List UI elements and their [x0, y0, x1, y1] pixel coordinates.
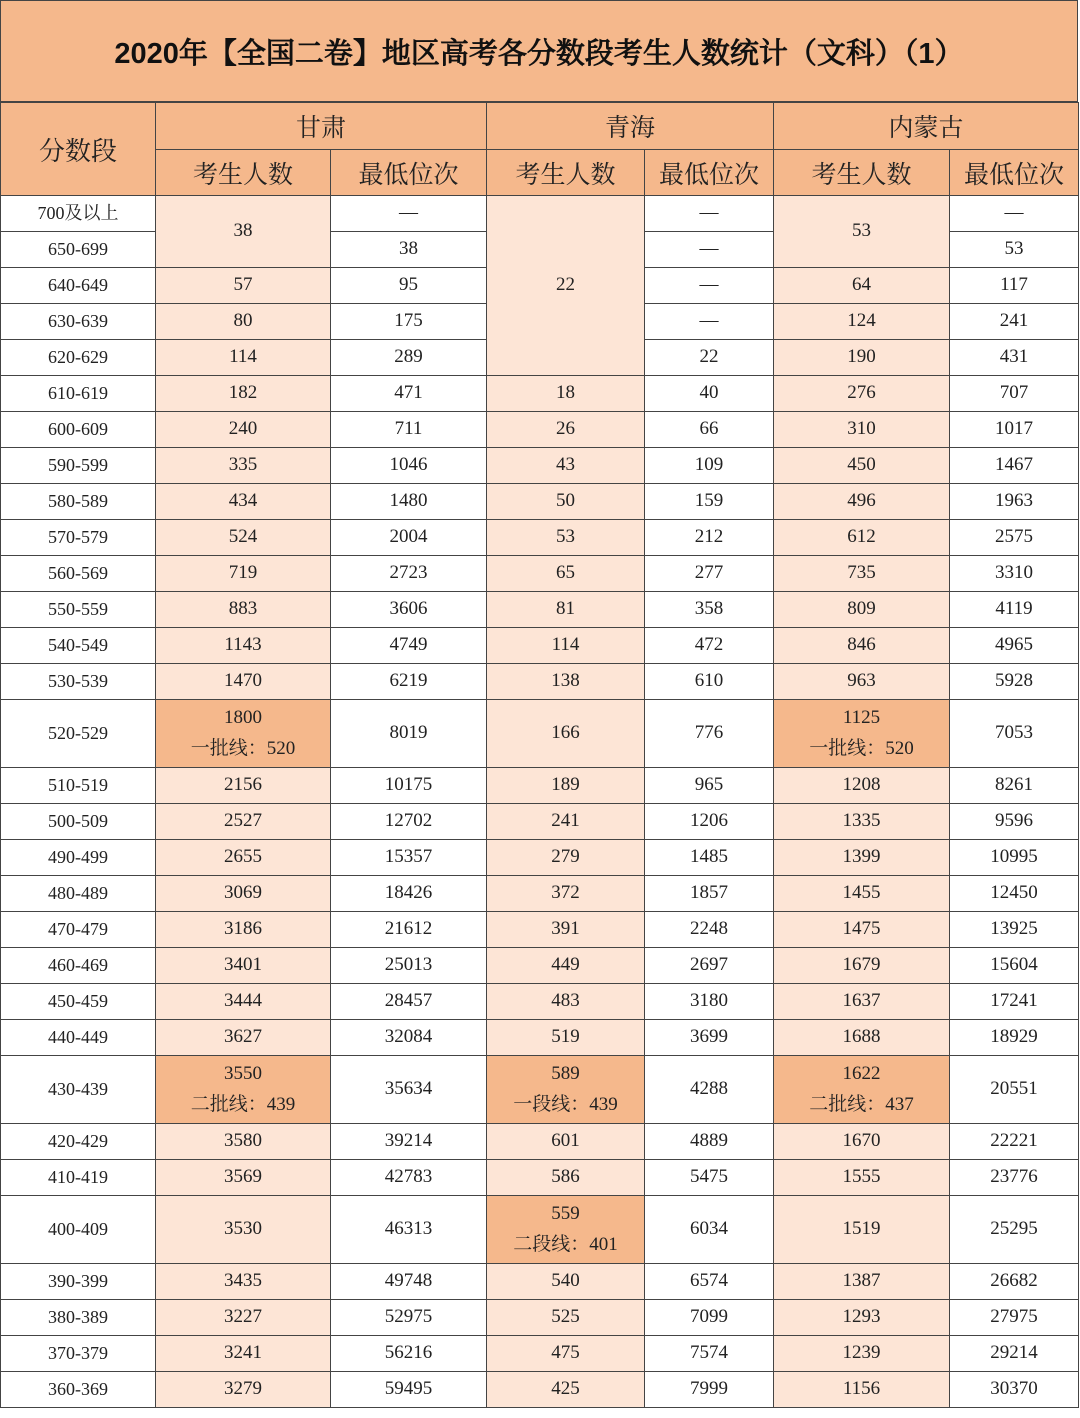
qinghai-rank-cell: 212 — [645, 520, 774, 556]
qinghai-count-cell: 138 — [487, 664, 645, 700]
neimenggu-rank-cell: 3310 — [950, 556, 1079, 592]
neimenggu-rank-cell: 431 — [950, 340, 1079, 376]
gansu-rank-cell: 38 — [331, 232, 487, 268]
neimenggu-count-cell: 190 — [774, 340, 950, 376]
neimenggu-count-cell: 276 — [774, 376, 950, 412]
cell-value: 1622 — [842, 1062, 881, 1084]
neimenggu-rank-cell: 23776 — [950, 1160, 1079, 1196]
gansu-rank-cell: 289 — [331, 340, 487, 376]
gansu-count-cell: 3569 — [156, 1160, 331, 1196]
score-band-cell: 520-529 — [1, 700, 156, 768]
neimenggu-rank-cell: 53 — [950, 232, 1079, 268]
neimenggu-rank-cell: 7053 — [950, 700, 1079, 768]
score-band-cell: 430-439 — [1, 1056, 156, 1124]
gansu-rank-cell: 10175 — [331, 768, 487, 804]
gansu-count-cell: 1470 — [156, 664, 331, 700]
header-count-qinghai: 考生人数 — [487, 150, 645, 196]
qinghai-rank-cell: 22 — [645, 340, 774, 376]
cell-value: 559 — [551, 1202, 580, 1224]
neimenggu-rank-cell: 18929 — [950, 1020, 1079, 1056]
gansu-rank-cell: — — [331, 196, 487, 232]
neimenggu-count-cell: 1399 — [774, 840, 950, 876]
neimenggu-count-cell: 1335 — [774, 804, 950, 840]
qinghai-rank-cell: 1485 — [645, 840, 774, 876]
score-band-cell: 510-519 — [1, 768, 156, 804]
qinghai-count-cell: 391 — [487, 912, 645, 948]
gansu-rank-cell: 28457 — [331, 984, 487, 1020]
qinghai-count-cell: 65 — [487, 556, 645, 592]
qinghai-rank-cell: — — [645, 232, 774, 268]
gansu-count-cell: 3444 — [156, 984, 331, 1020]
gansu-rank-cell: 56216 — [331, 1336, 487, 1372]
gansu-rank-cell: 39214 — [331, 1124, 487, 1160]
gansu-rank-cell: 8019 — [331, 700, 487, 768]
neimenggu-count-cell — [774, 1056, 950, 1124]
qinghai-count-cell: 372 — [487, 876, 645, 912]
table-row — [1, 984, 1079, 1020]
qinghai-rank-cell: 610 — [645, 664, 774, 700]
table-row — [1, 1196, 1079, 1264]
gansu-count-cell: 335 — [156, 448, 331, 484]
table-row — [1, 1056, 1079, 1124]
qinghai-rank-cell: 358 — [645, 592, 774, 628]
table-row — [1, 1020, 1079, 1056]
table-row — [1, 196, 1079, 232]
qinghai-count-cell: 519 — [487, 1020, 645, 1056]
qinghai-count-cell: 43 — [487, 448, 645, 484]
neimenggu-rank-cell: 10995 — [950, 840, 1079, 876]
header-rank-neimenggu: 最低位次 — [950, 150, 1079, 196]
neimenggu-rank-cell: 117 — [950, 268, 1079, 304]
qinghai-count-cell: 26 — [487, 412, 645, 448]
gansu-count-cell: 3530 — [156, 1196, 331, 1264]
table-row — [1, 804, 1079, 840]
table-row — [1, 948, 1079, 984]
neimenggu-rank-cell: 5928 — [950, 664, 1079, 700]
qinghai-rank-cell: 4288 — [645, 1056, 774, 1124]
table-row — [1, 1264, 1079, 1300]
header-count-gansu: 考生人数 — [156, 150, 331, 196]
neimenggu-rank-cell: 8261 — [950, 768, 1079, 804]
qinghai-rank-cell: 1857 — [645, 876, 774, 912]
score-band-cell: 650-699 — [1, 232, 156, 268]
qinghai-rank-cell: — — [645, 268, 774, 304]
gansu-count-cell: 2655 — [156, 840, 331, 876]
gansu-rank-cell: 4749 — [331, 628, 487, 664]
qinghai-rank-cell: — — [645, 196, 774, 232]
qinghai-rank-cell: 66 — [645, 412, 774, 448]
qinghai-rank-cell: 159 — [645, 484, 774, 520]
header-count-neimenggu: 考生人数 — [774, 150, 950, 196]
gansu-rank-cell: 12702 — [331, 804, 487, 840]
table-row — [1, 520, 1079, 556]
qinghai-count-cell: 53 — [487, 520, 645, 556]
table-row — [1, 628, 1079, 664]
table-row — [1, 700, 1079, 768]
neimenggu-rank-cell: 1963 — [950, 484, 1079, 520]
qinghai-count-cell: 449 — [487, 948, 645, 984]
neimenggu-count-cell: 963 — [774, 664, 950, 700]
qinghai-count-cell — [487, 1056, 645, 1124]
neimenggu-rank-cell: 20551 — [950, 1056, 1079, 1124]
gansu-rank-cell: 3606 — [331, 592, 487, 628]
gansu-count-cell: 434 — [156, 484, 331, 520]
header-rank-gansu: 最低位次 — [331, 150, 487, 196]
neimenggu-count-cell: 1208 — [774, 768, 950, 804]
gansu-rank-cell: 42783 — [331, 1160, 487, 1196]
neimenggu-count-cell: 846 — [774, 628, 950, 664]
score-band-cell: 470-479 — [1, 912, 156, 948]
score-band-cell: 390-399 — [1, 1264, 156, 1300]
table-row — [1, 376, 1079, 412]
table-row — [1, 768, 1079, 804]
gansu-count-cell: 3627 — [156, 1020, 331, 1056]
qinghai-rank-cell: 2248 — [645, 912, 774, 948]
table-row — [1, 412, 1079, 448]
score-band-cell: 490-499 — [1, 840, 156, 876]
cutoff-note: 一批线：520 — [190, 737, 296, 759]
qinghai-rank-cell: 109 — [645, 448, 774, 484]
score-band-cell: 420-429 — [1, 1124, 156, 1160]
score-band-cell: 380-389 — [1, 1300, 156, 1336]
qinghai-count-cell: 50 — [487, 484, 645, 520]
qinghai-count-cell: 166 — [487, 700, 645, 768]
qinghai-rank-cell: 6034 — [645, 1196, 774, 1264]
qinghai-count-cell: 114 — [487, 628, 645, 664]
neimenggu-count-cell — [774, 700, 950, 768]
qinghai-rank-cell: 40 — [645, 376, 774, 412]
score-band-cell: 370-379 — [1, 1336, 156, 1372]
score-band-cell: 550-559 — [1, 592, 156, 628]
table-row — [1, 1336, 1079, 1372]
gansu-rank-cell: 25013 — [331, 948, 487, 984]
neimenggu-rank-cell: 13925 — [950, 912, 1079, 948]
table-row — [1, 448, 1079, 484]
qinghai-rank-cell: 5475 — [645, 1160, 774, 1196]
gansu-rank-cell: 175 — [331, 304, 487, 340]
neimenggu-count-cell: 1475 — [774, 912, 950, 948]
neimenggu-count-cell: 1670 — [774, 1124, 950, 1160]
neimenggu-rank-cell: 22221 — [950, 1124, 1079, 1160]
qinghai-rank-cell: 4889 — [645, 1124, 774, 1160]
gansu-count-cell: 3069 — [156, 876, 331, 912]
score-band-cell: 480-489 — [1, 876, 156, 912]
table-row — [1, 840, 1079, 876]
gansu-count-cell: 3186 — [156, 912, 331, 948]
cutoff-note: 一段线：439 — [513, 1093, 618, 1115]
gansu-count-cell: 114 — [156, 340, 331, 376]
cell-value: 3550 — [224, 1062, 262, 1084]
gansu-rank-cell: 2723 — [331, 556, 487, 592]
neimenggu-count-cell: 735 — [774, 556, 950, 592]
table-row — [1, 1160, 1079, 1196]
neimenggu-rank-cell: 4119 — [950, 592, 1079, 628]
neimenggu-count-cell: 1239 — [774, 1336, 950, 1372]
qinghai-count-cell — [487, 1196, 645, 1264]
neimenggu-count-cell: 1519 — [774, 1196, 950, 1264]
qinghai-rank-cell: 7999 — [645, 1372, 774, 1408]
qinghai-rank-cell: 7099 — [645, 1300, 774, 1336]
cutoff-note: 二批线：439 — [190, 1093, 296, 1115]
gansu-count-cell: 1143 — [156, 628, 331, 664]
score-band-cell: 410-419 — [1, 1160, 156, 1196]
qinghai-count-cell: 18 — [487, 376, 645, 412]
score-band-cell: 590-599 — [1, 448, 156, 484]
table-row — [1, 592, 1079, 628]
neimenggu-rank-cell: 26682 — [950, 1264, 1079, 1300]
table-row — [1, 556, 1079, 592]
table-row — [1, 1300, 1079, 1336]
gansu-rank-cell: 32084 — [331, 1020, 487, 1056]
table-row — [1, 876, 1079, 912]
neimenggu-count-cell: 1555 — [774, 1160, 950, 1196]
gansu-rank-cell: 711 — [331, 412, 487, 448]
gansu-count-cell: 883 — [156, 592, 331, 628]
gansu-rank-cell: 15357 — [331, 840, 487, 876]
score-band-cell: 620-629 — [1, 340, 156, 376]
gansu-rank-cell: 46313 — [331, 1196, 487, 1264]
table-row — [1, 664, 1079, 700]
gansu-rank-cell: 59495 — [331, 1372, 487, 1408]
neimenggu-count-cell: 496 — [774, 484, 950, 520]
neimenggu-rank-cell: 15604 — [950, 948, 1079, 984]
qinghai-count-cell: 525 — [487, 1300, 645, 1336]
neimenggu-rank-cell: 25295 — [950, 1196, 1079, 1264]
gansu-rank-cell: 1480 — [331, 484, 487, 520]
neimenggu-count-cell: 1293 — [774, 1300, 950, 1336]
neimenggu-rank-cell: — — [950, 196, 1079, 232]
score-band-cell: 500-509 — [1, 804, 156, 840]
gansu-count-cell: 240 — [156, 412, 331, 448]
cell-value: 589 — [551, 1062, 580, 1084]
score-band-cell: 600-609 — [1, 412, 156, 448]
page-title: 2020年【全国二卷】地区高考各分数段考生人数统计（文科）（1） — [0, 0, 1078, 102]
score-band-cell: 560-569 — [1, 556, 156, 592]
gansu-count-cell — [156, 700, 331, 768]
neimenggu-rank-cell: 4965 — [950, 628, 1079, 664]
neimenggu-rank-cell: 2575 — [950, 520, 1079, 556]
neimenggu-count-cell: 310 — [774, 412, 950, 448]
table-row — [1, 1124, 1079, 1160]
neimenggu-rank-cell: 29214 — [950, 1336, 1079, 1372]
cell-value: 1125 — [842, 706, 881, 728]
cell-value: 1800 — [224, 706, 262, 728]
score-band-cell: 640-649 — [1, 268, 156, 304]
qinghai-rank-cell: 1206 — [645, 804, 774, 840]
table-row — [1, 912, 1079, 948]
gansu-rank-cell: 95 — [331, 268, 487, 304]
header-province-neimenggu: 内蒙古 — [774, 103, 1079, 150]
gansu-count-cell: 2156 — [156, 768, 331, 804]
qinghai-rank-cell: 472 — [645, 628, 774, 664]
gansu-count-cell: 80 — [156, 304, 331, 340]
score-band-cell: 400-409 — [1, 1196, 156, 1264]
score-band-cell: 440-449 — [1, 1020, 156, 1056]
qinghai-count-cell: 483 — [487, 984, 645, 1020]
qinghai-rank-cell: 3180 — [645, 984, 774, 1020]
gansu-rank-cell: 6219 — [331, 664, 487, 700]
neimenggu-rank-cell: 1467 — [950, 448, 1079, 484]
neimenggu-count-cell: 809 — [774, 592, 950, 628]
gansu-count-cell: 524 — [156, 520, 331, 556]
neimenggu-count-cell: 53 — [774, 196, 950, 268]
cutoff-note: 二批线：437 — [809, 1093, 914, 1115]
score-band-cell: 540-549 — [1, 628, 156, 664]
gansu-count-cell: 57 — [156, 268, 331, 304]
qinghai-rank-cell: 965 — [645, 768, 774, 804]
qinghai-count-cell: 601 — [487, 1124, 645, 1160]
qinghai-count-cell: 475 — [487, 1336, 645, 1372]
qinghai-count-cell: 241 — [487, 804, 645, 840]
qinghai-rank-cell: 7574 — [645, 1336, 774, 1372]
qinghai-count-cell: 22 — [487, 196, 645, 376]
score-band-cell: 460-469 — [1, 948, 156, 984]
cutoff-note: 一批线：520 — [809, 737, 914, 759]
gansu-count-cell: 3580 — [156, 1124, 331, 1160]
score-band-cell: 530-539 — [1, 664, 156, 700]
qinghai-rank-cell: 776 — [645, 700, 774, 768]
score-band-cell: 610-619 — [1, 376, 156, 412]
neimenggu-rank-cell: 27975 — [950, 1300, 1079, 1336]
gansu-rank-cell: 18426 — [331, 876, 487, 912]
score-table — [0, 102, 1079, 1408]
gansu-count-cell — [156, 1056, 331, 1124]
qinghai-count-cell: 586 — [487, 1160, 645, 1196]
qinghai-rank-cell: 277 — [645, 556, 774, 592]
neimenggu-rank-cell: 1017 — [950, 412, 1079, 448]
neimenggu-rank-cell: 12450 — [950, 876, 1079, 912]
qinghai-count-cell: 540 — [487, 1264, 645, 1300]
qinghai-count-cell: 81 — [487, 592, 645, 628]
neimenggu-rank-cell: 241 — [950, 304, 1079, 340]
qinghai-rank-cell: — — [645, 304, 774, 340]
qinghai-rank-cell: 3699 — [645, 1020, 774, 1056]
qinghai-count-cell: 279 — [487, 840, 645, 876]
gansu-rank-cell: 471 — [331, 376, 487, 412]
neimenggu-rank-cell: 30370 — [950, 1372, 1079, 1408]
score-band-cell: 580-589 — [1, 484, 156, 520]
header-province-gansu: 甘肃 — [156, 103, 487, 150]
gansu-count-cell: 719 — [156, 556, 331, 592]
gansu-rank-cell: 21612 — [331, 912, 487, 948]
score-band-cell: 450-459 — [1, 984, 156, 1020]
neimenggu-count-cell: 64 — [774, 268, 950, 304]
gansu-rank-cell: 35634 — [331, 1056, 487, 1124]
gansu-rank-cell: 49748 — [331, 1264, 487, 1300]
table-row — [1, 1372, 1079, 1408]
neimenggu-count-cell: 450 — [774, 448, 950, 484]
gansu-count-cell: 2527 — [156, 804, 331, 840]
qinghai-count-cell: 189 — [487, 768, 645, 804]
header-score-band: 分数段 — [1, 103, 156, 196]
gansu-rank-cell: 52975 — [331, 1300, 487, 1336]
neimenggu-count-cell: 1637 — [774, 984, 950, 1020]
neimenggu-count-cell: 1156 — [774, 1372, 950, 1408]
score-band-cell: 360-369 — [1, 1372, 156, 1408]
table-row — [1, 484, 1079, 520]
gansu-count-cell: 38 — [156, 196, 331, 268]
header-rank-qinghai: 最低位次 — [645, 150, 774, 196]
neimenggu-count-cell: 1455 — [774, 876, 950, 912]
neimenggu-rank-cell: 17241 — [950, 984, 1079, 1020]
neimenggu-rank-cell: 707 — [950, 376, 1079, 412]
qinghai-rank-cell: 2697 — [645, 948, 774, 984]
gansu-count-cell: 3401 — [156, 948, 331, 984]
gansu-rank-cell: 1046 — [331, 448, 487, 484]
neimenggu-count-cell: 1679 — [774, 948, 950, 984]
qinghai-rank-cell: 6574 — [645, 1264, 774, 1300]
gansu-rank-cell: 2004 — [331, 520, 487, 556]
header-province-qinghai: 青海 — [487, 103, 774, 150]
gansu-count-cell: 182 — [156, 376, 331, 412]
gansu-count-cell: 3227 — [156, 1300, 331, 1336]
score-band-cell: 700及以上 — [1, 196, 156, 232]
gansu-count-cell: 3435 — [156, 1264, 331, 1300]
score-band-cell: 630-639 — [1, 304, 156, 340]
neimenggu-count-cell: 1387 — [774, 1264, 950, 1300]
gansu-count-cell: 3241 — [156, 1336, 331, 1372]
neimenggu-count-cell: 612 — [774, 520, 950, 556]
score-band-cell: 570-579 — [1, 520, 156, 556]
cutoff-note: 二段线：401 — [513, 1233, 618, 1255]
neimenggu-count-cell: 1688 — [774, 1020, 950, 1056]
neimenggu-rank-cell: 9596 — [950, 804, 1079, 840]
neimenggu-count-cell: 124 — [774, 304, 950, 340]
qinghai-count-cell: 425 — [487, 1372, 645, 1408]
gansu-count-cell: 3279 — [156, 1372, 331, 1408]
